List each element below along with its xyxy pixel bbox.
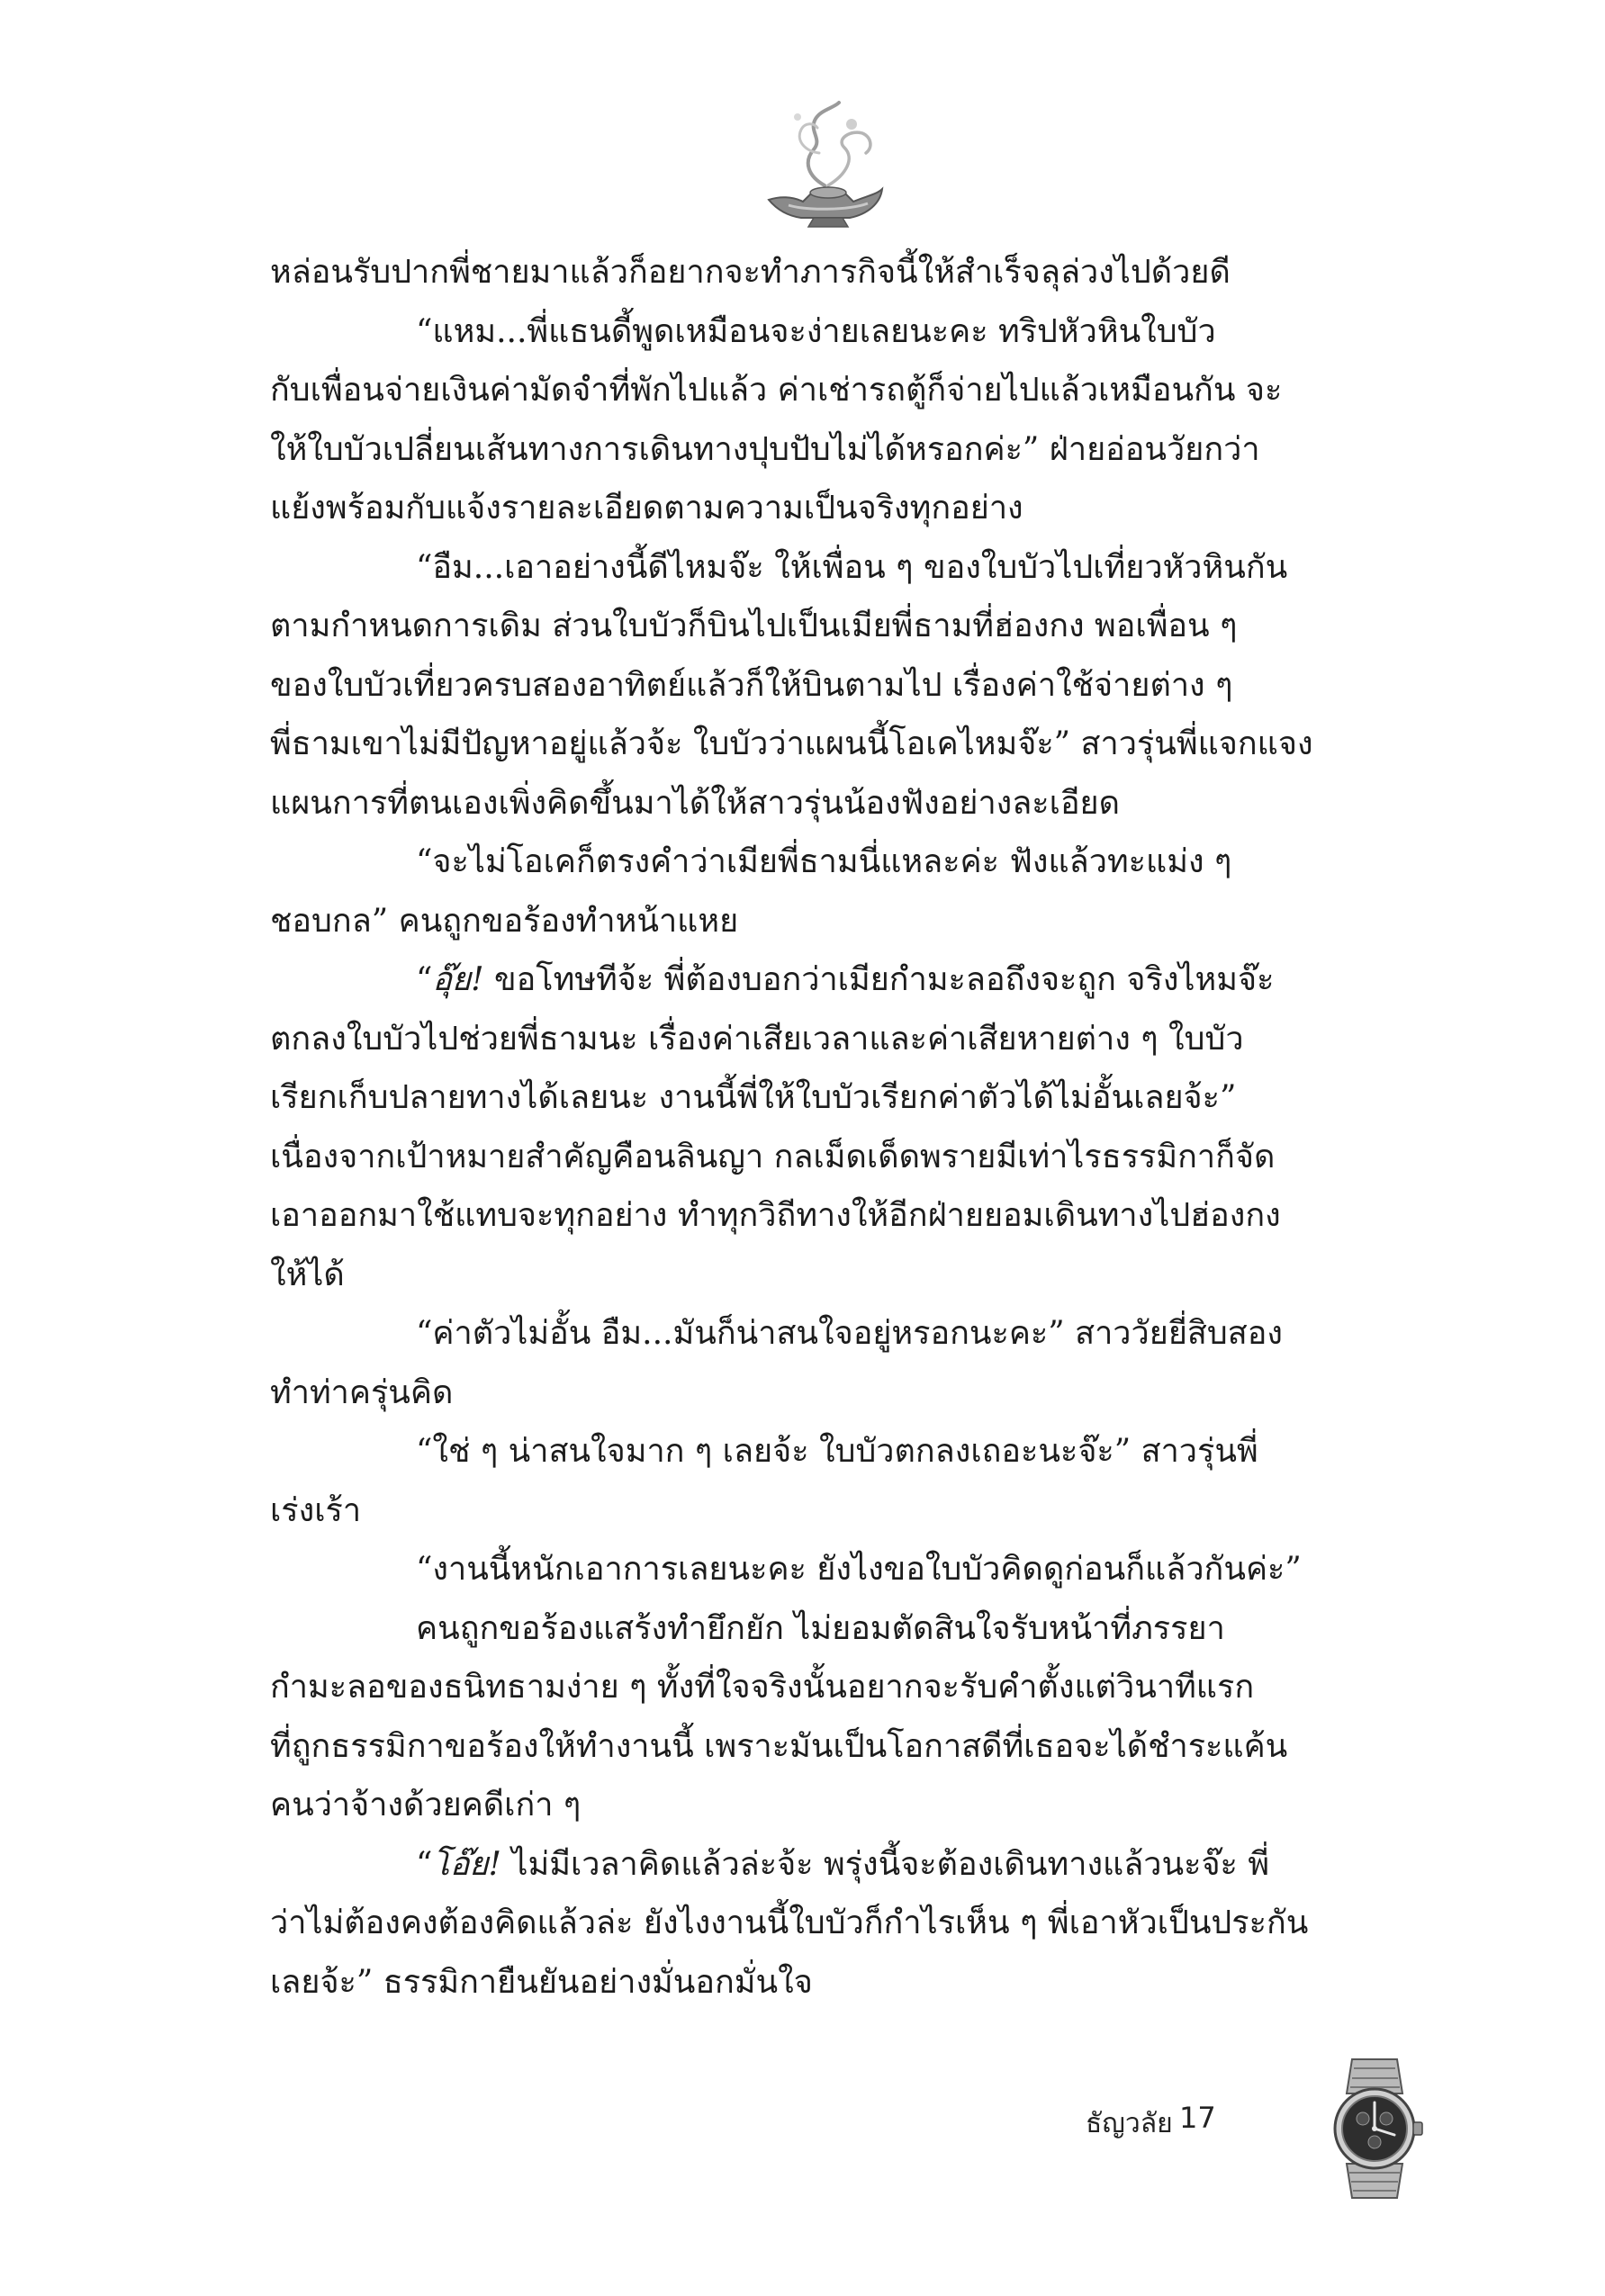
text-line: ของใบบัวเที่ยวครบสองอาทิตย์แล้วก็ให้บินตามไป เรื่องค่าใช้จ่ายต่าง ๆ	[270, 666, 1233, 704]
text-line: “แหม...พี่แธนดี้พูดเหมือนจะง่ายเลยนะคะ ทริปหัวหินใบบัว	[416, 312, 1216, 350]
body-text	[270, 243, 1413, 2012]
quote-mark: “	[416, 961, 433, 998]
line-text: ขอโทษทีจ้ะ พี่ต้องบอกว่าเมียกำมะลอถึงจะถูก จริงไหมจ๊ะ	[483, 961, 1275, 998]
text-line: “อืม...เอาอย่างนี้ดีไหมจ๊ะ ให้เพื่อน ๆ ของใบบัวไปเที่ยวหัวหินกัน	[416, 548, 1288, 586]
text-line: “ค่าตัวไม่อั้น อืม...มันก็น่าสนใจอยู่หรอกนะคะ” สาววัยยี่สิบสอง	[416, 1315, 1283, 1352]
text-line: แผนการที่ตนเองเพิ่งคิดขึ้นมาได้ให้สาวรุ่นน้องฟังอย่างละเอียด	[270, 784, 1121, 822]
text-line: คนว่าจ้างด้วยคดีเก่า ๆ	[270, 1787, 582, 1823]
text-line: พี่ธามเขาไม่มีปัญหาอยู่แล้วจ้ะ ใบบัวว่าแผนนี้โอเคไหมจ๊ะ” สาวรุ่นพี่แจกแจง	[270, 725, 1313, 762]
quote-mark: “	[416, 1845, 433, 1883]
text-line: ให้ใบบัวเปลี่ยนเส้นทางการเดินทางปุบปับไม่ได้หรอกค่ะ” ฝ่ายอ่อนวัยกว่า	[270, 430, 1260, 468]
text-line: ว่าไม่ต้องคงต้องคิดแล้วล่ะ ยังไงงานนี้ใบบัวก็กำไรเห็น ๆ พี่เอาหัวเป็นประกัน	[270, 1904, 1309, 1941]
text-line	[270, 1835, 1413, 1895]
text-line: เร่งเร้า	[270, 1491, 362, 1529]
italic-exclamation: โอ๊ย!	[432, 1845, 501, 1883]
italic-exclamation: อุ๊ย!	[432, 961, 484, 998]
text-line	[270, 950, 1413, 1010]
text-line: “งานนี้หนักเอาการเลยนะคะ ยังไงขอใบบัวคิดดูก่อนก็แล้วกันค่ะ”	[416, 1551, 1302, 1588]
page-number: 17	[1179, 2101, 1216, 2135]
text-line: เลยจ้ะ” ธรรมิกายืนยันอย่างมั่นอกมั่นใจ	[270, 1963, 813, 2001]
text-line: เนื่องจากเป้าหมายสำคัญคือนลินญา กลเม็ดเด็ดพรายมีเท่าไรธรรมิกาก็จัด	[270, 1138, 1276, 1175]
text-line: ให้ได้	[270, 1256, 345, 1293]
text-line: กับเพื่อนจ่ายเงินค่ามัดจำที่พักไปแล้ว ค่าเช่ารถตู้ก็จ่ายไปแล้วเหมือนกัน จะ	[270, 372, 1283, 409]
text-line: แย้งพร้อมกับแจ้งรายละเอียดตามความเป็นจริงทุกอย่าง	[270, 490, 1023, 527]
text-line: “ใช่ ๆ น่าสนใจมาก ๆ เลยจ้ะ ใบบัวตกลงเถอะนะจ๊ะ” สาวรุ่นพี่	[416, 1433, 1258, 1470]
text-line: ตามกำหนดการเดิม ส่วนใบบัวก็บินไปเป็นเมียพี่ธามที่ฮ่องกง พอเพื่อน ๆ	[270, 608, 1238, 644]
text-line: เอาออกมาใช้แทบจะทุกอย่าง ทำทุกวิถีทางให้อีกฝ่ายยอมเดินทางไปฮ่องกง	[270, 1197, 1281, 1234]
text-line: กำมะลอของธนิทธามง่าย ๆ ทั้งที่ใจจริงนั้นอยากจะรับคำตั้งแต่วินาทีแรก	[270, 1669, 1255, 1706]
text-line: คนถูกขอร้องแสร้งทำยึกยัก ไม่ยอมตัดสินใจรับหน้าที่ภรรยา	[416, 1609, 1225, 1647]
text-line: ที่ถูกธรรมิกาขอร้องให้ทำงานนี้ เพราะมันเป็นโอกาสดีที่เธอจะได้ชำระแค้น	[270, 1727, 1288, 1765]
text-line: เรียกเก็บปลายทางได้เลยนะ งานนี้พี่ให้ใบบัวเรียกค่าตัวได้ไม่อั้นเลยจ้ะ”	[270, 1079, 1237, 1116]
footer-author-label: ธัญวลัย	[1086, 2108, 1173, 2139]
line-text: ไม่มีเวลาคิดแล้วล่ะจ้ะ พรุ่งนี้จะต้องเดินทางแล้วนะจ๊ะ พี่	[500, 1845, 1270, 1883]
wristwatch-icon	[1307, 2054, 1442, 2202]
text-line: “จะไม่โอเคก็ตรงคำว่าเมียพี่ธามนี่แหละค่ะ ฟังแล้วทะแม่ง ๆ	[416, 843, 1232, 880]
text-line: ตกลงใบบัวไปช่วยพี่ธามนะ เรื่องค่าเสียเวลาและค่าเสียหายต่าง ๆ ใบบัว	[270, 1020, 1244, 1058]
magic-lamp-icon	[762, 99, 888, 234]
text-line: ชอบกล” คนถูกขอร้องทำหน้าแหย	[270, 902, 739, 940]
text-line: หล่อนรับปากพี่ชายมาแล้วก็อยากจะทำภารกิจนี้ให้สำเร็จลุล่วงไปด้วยดี	[270, 254, 1231, 291]
text-line: ทำท่าครุ่นคิด	[270, 1373, 454, 1411]
